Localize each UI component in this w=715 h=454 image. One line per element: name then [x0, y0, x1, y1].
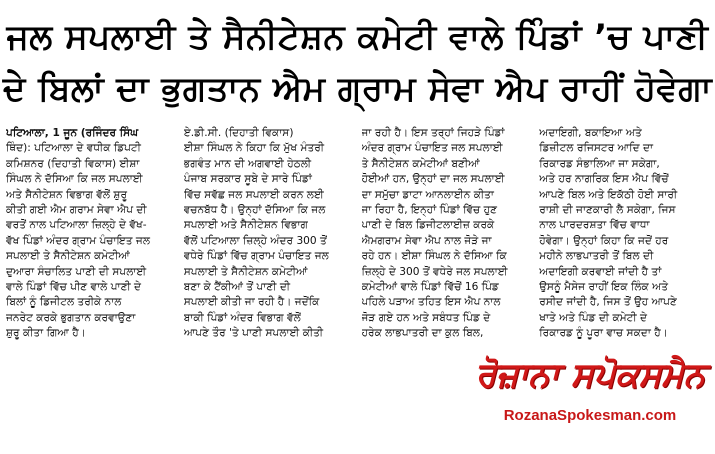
article-line: ਅਤੇ ਸੈਨੀਟੇਸ਼ਨ ਵਿਭਾਗ ਵੱਲੋਂ ਸ਼ੁਰੂ	[6, 188, 128, 201]
article-line: ਥਿੰਦ): ਪਟਿਆਲਾ ਦੇ ਵਧੀਕ ਡਿਪਟੀ	[6, 142, 141, 155]
article-line: ਏ.ਡੀ.ਸੀ. (ਦਿਹਾਤੀ ਵਿਕਾਸ)	[183, 127, 294, 139]
publisher-website[interactable]: RozanaSpokesman.com	[503, 407, 677, 424]
article-line: ਹੋਵੇਗਾ। ਉਨ੍ਹਾਂ ਕਿਹਾ ਕਿ ਜਦੋਂ ਹਰ	[539, 234, 669, 247]
article-line: ਵਿੱਚ ਸਵੱਛ ਜਲ ਸਪਲਾਈ ਕਰਨ ਲਈ	[183, 188, 324, 201]
article-line: ਜਾ ਰਹੀ ਹੈ। ਇਸ ਤਰ੍ਹਾਂ ਜਿਹੜੇ ਪਿੰਡਾਂ	[361, 127, 505, 139]
article-line: ਬਣਾ ਕੇ ਟੈਂਕੀਆਂ ਤੋਂ ਪਾਣੀ ਦੀ	[183, 281, 291, 294]
article-line: ਵਾਲੇ ਪਿੰਡਾਂ ਵਿੱਚ ਪੀਣ ਵਾਲੇ ਪਾਣੀ ਦੇ	[6, 281, 142, 294]
article-line: ਪੰਜਾਬ ਸਰਕਾਰ ਸੂਬੇ ਦੇ ਸਾਰੇ ਪਿੰਡਾਂ	[183, 173, 312, 186]
article-line: ਪਾਣੀ ਦੇ ਬਿਲ ਡਿਜੀਟਲਾਈਜ਼ ਕਰਕੇ	[361, 219, 495, 232]
article-line: ਅਤੇ ਹਰ ਨਾਗਰਿਕ ਇਸ ਐਪ ਵਿੱਚੋਂ	[539, 173, 669, 186]
article-line: ਤੇ ਸੈਨੀਟੇਸ਼ਨ ਕਮੇਟੀਆਂ ਬਣੀਆਂ	[361, 157, 480, 170]
headline-line-2: ਦੇ ਬਿਲਾਂ ਦਾ ਭੁਗਤਾਨ ਐਮ ਗ੍ਰਾਮ ਸੇਵਾ ਐਪ ਰਾਹੀਂ ਹੋਵੇਗਾ	[2, 69, 713, 109]
article-line: ਬਾਕੀ ਪਿੰਡਾਂ ਅੰਦਰ ਵਿਭਾਗ ਵੱਲੋਂ	[183, 311, 301, 324]
article-line: ਅਦਾਇਗੀ, ਬਕਾਇਆ ਅਤੇ	[539, 127, 642, 139]
publisher-logo: ਰੋਜ਼ਾਨਾ ਸਪੋਕਸਮੈਨ	[475, 355, 705, 395]
article-line: ਮਹੀਨੇ ਲਾਭਪਾਤਰੀ ਤੋਂ ਬਿਲ ਦੀ	[539, 250, 654, 263]
article-line: ਸਪਲਾਈ ਕੀਤੀ ਜਾ ਰਹੀ ਹੈ। ਜਦੋਂਕਿ	[183, 296, 320, 309]
article-line: ਪਹਿਲੇ ਪੜਾਅ ਤਹਿਤ ਇਸ ਐਪ ਨਾਲ	[361, 296, 501, 309]
article-line: ਜੋੜ ਗਏ ਹਨ ਅਤੇ ਸਬੰਧਤ ਪਿੰਡ ਦੇ	[361, 311, 491, 324]
article-line: ਹਰੇਕ ਲਾਭਪਾਤਰੀ ਦਾ ਕੁਲ ਬਿਲ,	[361, 327, 484, 340]
article-line: ਸ਼ੁਰੂ ਕੀਤਾ ਗਿਆ ਹੈ।	[6, 327, 86, 340]
article-line: ਵੱਲੋਂ ਪਟਿਆਲਾ ਜ਼ਿਲ੍ਹੇ ਅੰਦਰ 300 ਤੋਂ	[183, 234, 327, 247]
article-line: ਰਾਸ਼ੀ ਦੀ ਜਾਣਕਾਰੀ ਲੈ ਸਕੇਗਾ, ਜਿਸ	[539, 204, 676, 217]
article-line: ਦੁਆਰਾ ਸੰਚਾਲਿਤ ਪਾਣੀ ਦੀ ਸਪਲਾਈ	[6, 265, 147, 278]
article-line: ਸਿੰਘਲ ਨੇ ਦੱਸਿਆ ਕਿ ਜਲ ਸਪਲਾਈ	[6, 173, 143, 186]
article-line: ਭਗਵੰਤ ਮਾਨ ਦੀ ਅਗਵਾਈ ਹੇਠਲੀ	[183, 157, 312, 170]
article-line: ਰਿਕਾਰਡ ਨੂੰ ਪੂਰਾ ਵਾਚ ਸਕਦਾ ਹੈ।	[539, 327, 668, 340]
article-line: ਸਪਲਾਈ ਅਤੇ ਸੈਨੀਟੇਸ਼ਨ ਵਿਭਾਗ	[183, 219, 308, 232]
article-line: ਵੱਖ ਪਿੰਡਾਂ ਅੰਦਰ ਗ੍ਰਾਮ ਪੰਚਾਇਤ ਜਲ	[6, 234, 151, 247]
article-line: ਪਟਿਆਲਾ, 1 ਜੂਨ (ਰਜਿੰਦਰ ਸਿੰਘ	[6, 127, 139, 139]
article-line: ਖਾਤੇ ਅਤੇ ਪਿੰਡ ਦੀ ਕਮੇਟੀ ਦੇ	[539, 311, 648, 324]
article-line: ਹੋਈਆਂ ਹਨ, ਉਨ੍ਹਾਂ ਦਾ ਜਲ ਸਪਲਾਈ	[361, 173, 505, 186]
article-line: ਆਪਣੇ ਤੌਰ 'ਤੇ ਪਾਣੀ ਸਪਲਾਈ ਕੀਤੀ	[183, 327, 324, 340]
article-line: ਕਮਿਸ਼ਨਰ (ਦਿਹਾਤੀ ਵਿਕਾਸ) ਈਸ਼ਾ	[6, 157, 140, 170]
article-line: ਦਾ ਸਮੁੱਚਾ ਡਾਟਾ ਆਨਲਾਈਨ ਕੀਤਾ	[361, 188, 494, 201]
article-line: ਜ਼ਿਲ੍ਹੇ ਦੇ 300 ਤੋਂ ਵਧੇਰੇ ਜਲ ਸਪਲਾਈ	[361, 265, 508, 278]
headline-line-1: ਜਲ ਸਪਲਾਈ ਤੇ ਸੈਨੀਟੇਸ਼ਨ ਕਮੇਟੀ ਵਾਲੇ ਪਿੰਡਾਂ ’ਚ ਪਾਣੀ	[6, 17, 709, 57]
article-line: ਕਮੇਟੀਆਂ ਵਾਲੇ ਪਿੰਡਾਂ ਵਿੱਚੋਂ 16 ਪਿੰਡ	[361, 281, 499, 294]
article-line: ਰਹੇ ਹਨ। ਈਸ਼ਾ ਸਿੰਘਲ ਨੇ ਦੱਸਿਆ ਕਿ	[361, 250, 507, 263]
article-line: ਨਾਲ ਪਾਰਦਰਸ਼ਤਾ ਵਿੱਚ ਵਾਧਾ	[539, 219, 650, 232]
article-line: ਆਪਣੇ ਬਿਲ ਅਤੇ ਇਕੱਠੀ ਹੋਈ ਸਾਰੀ	[539, 188, 678, 201]
article-column-2	[184, 126, 354, 451]
article-line: ਅਦਾਇਗੀ ਕਰਵਾਈ ਜਾਂਦੀ ਹੈ ਤਾਂ	[539, 265, 662, 278]
article-line: ਕੀਤੀ ਗਈ ਐਮ ਗਰਾਮ ਸੇਵਾ ਐਪ ਦੀ	[6, 204, 147, 217]
article-line: ਰਸੀਦ ਜਾਂਦੀ ਹੈ, ਜਿਸ ਤੋਂ ਉਹ ਆਪਣੇ	[539, 296, 677, 309]
article-line: ਬਿਲਾਂ ਨੂੰ ਡਿਜੀਟਲ ਤਰੀਕੇ ਨਾਲ	[6, 296, 122, 309]
article-line: ਜਾ ਰਿਹਾ ਹੈ, ਇਨ੍ਹਾਂ ਪਿੰਡਾਂ ਵਿੱਚ ਹੁਣ	[361, 204, 498, 217]
article-line: ਐਮਗਰਾਮ ਸੇਵਾ ਐਪ ਨਾਲ ਜੋੜੇ ਜਾ	[361, 234, 492, 247]
article-line: ਵਧੇਰੇ ਪਿੰਡਾਂ ਵਿੱਚ ਗ੍ਰਾਮ ਪੰਚਾਇਤ ਜਲ	[183, 250, 329, 263]
article-line: ਅੰਦਰ ਗ੍ਰਾਮ ਪੰਚਾਇਤ ਜਲ ਸਪਲਾਈ	[361, 142, 503, 155]
article-column-1	[6, 126, 176, 451]
publisher-branding	[470, 345, 715, 454]
article-line: ਜਨਰੇਟ ਕਰਕੇ ਭੁਗਤਾਨ ਕਰਵਾਉਣਾ	[6, 311, 136, 324]
article-line: ਰਿਕਾਰਡ ਸੰਭਾਲਿਆ ਜਾ ਸਕੇਗਾ,	[539, 157, 660, 170]
article-line: ਡਿਜ਼ੀਟਲ ਰਜਿਸਟਰ ਆਦਿ ਦਾ	[539, 142, 654, 155]
article-line: ਸਪਲਾਈ ਤੇ ਸੈਨੀਟੇਸ਼ਨ ਕਮੇਟੀਆਂ	[183, 265, 308, 278]
article-line: ਉਸਨੂੰ ਮੈਸੇਜ ਰਾਹੀਂ ਇਕ ਲਿੰਕ ਅਤੇ	[539, 281, 669, 294]
article-line: ਵਰਤੋਂ ਨਾਲ ਪਟਿਆਲਾ ਜ਼ਿਲ੍ਹੇ ਦੇ ਵੱਖ-	[6, 219, 147, 232]
article-line: ਈਸ਼ਾ ਸਿੰਘਲ ਨੇ ਕਿਹਾ ਕਿ ਮੁੱਖ ਮੰਤਰੀ	[183, 142, 325, 155]
article-line: ਸਪਲਾਈ ਤੇ ਸੈਨੀਟੇਸ਼ਨ ਕਮੇਟੀਆਂ	[6, 250, 130, 263]
article-line: ਵਚਨਬੱਧ ਹੈ। ਉਨ੍ਹਾਂ ਦੱਸਿਆ ਕਿ ਜਲ	[183, 204, 326, 217]
